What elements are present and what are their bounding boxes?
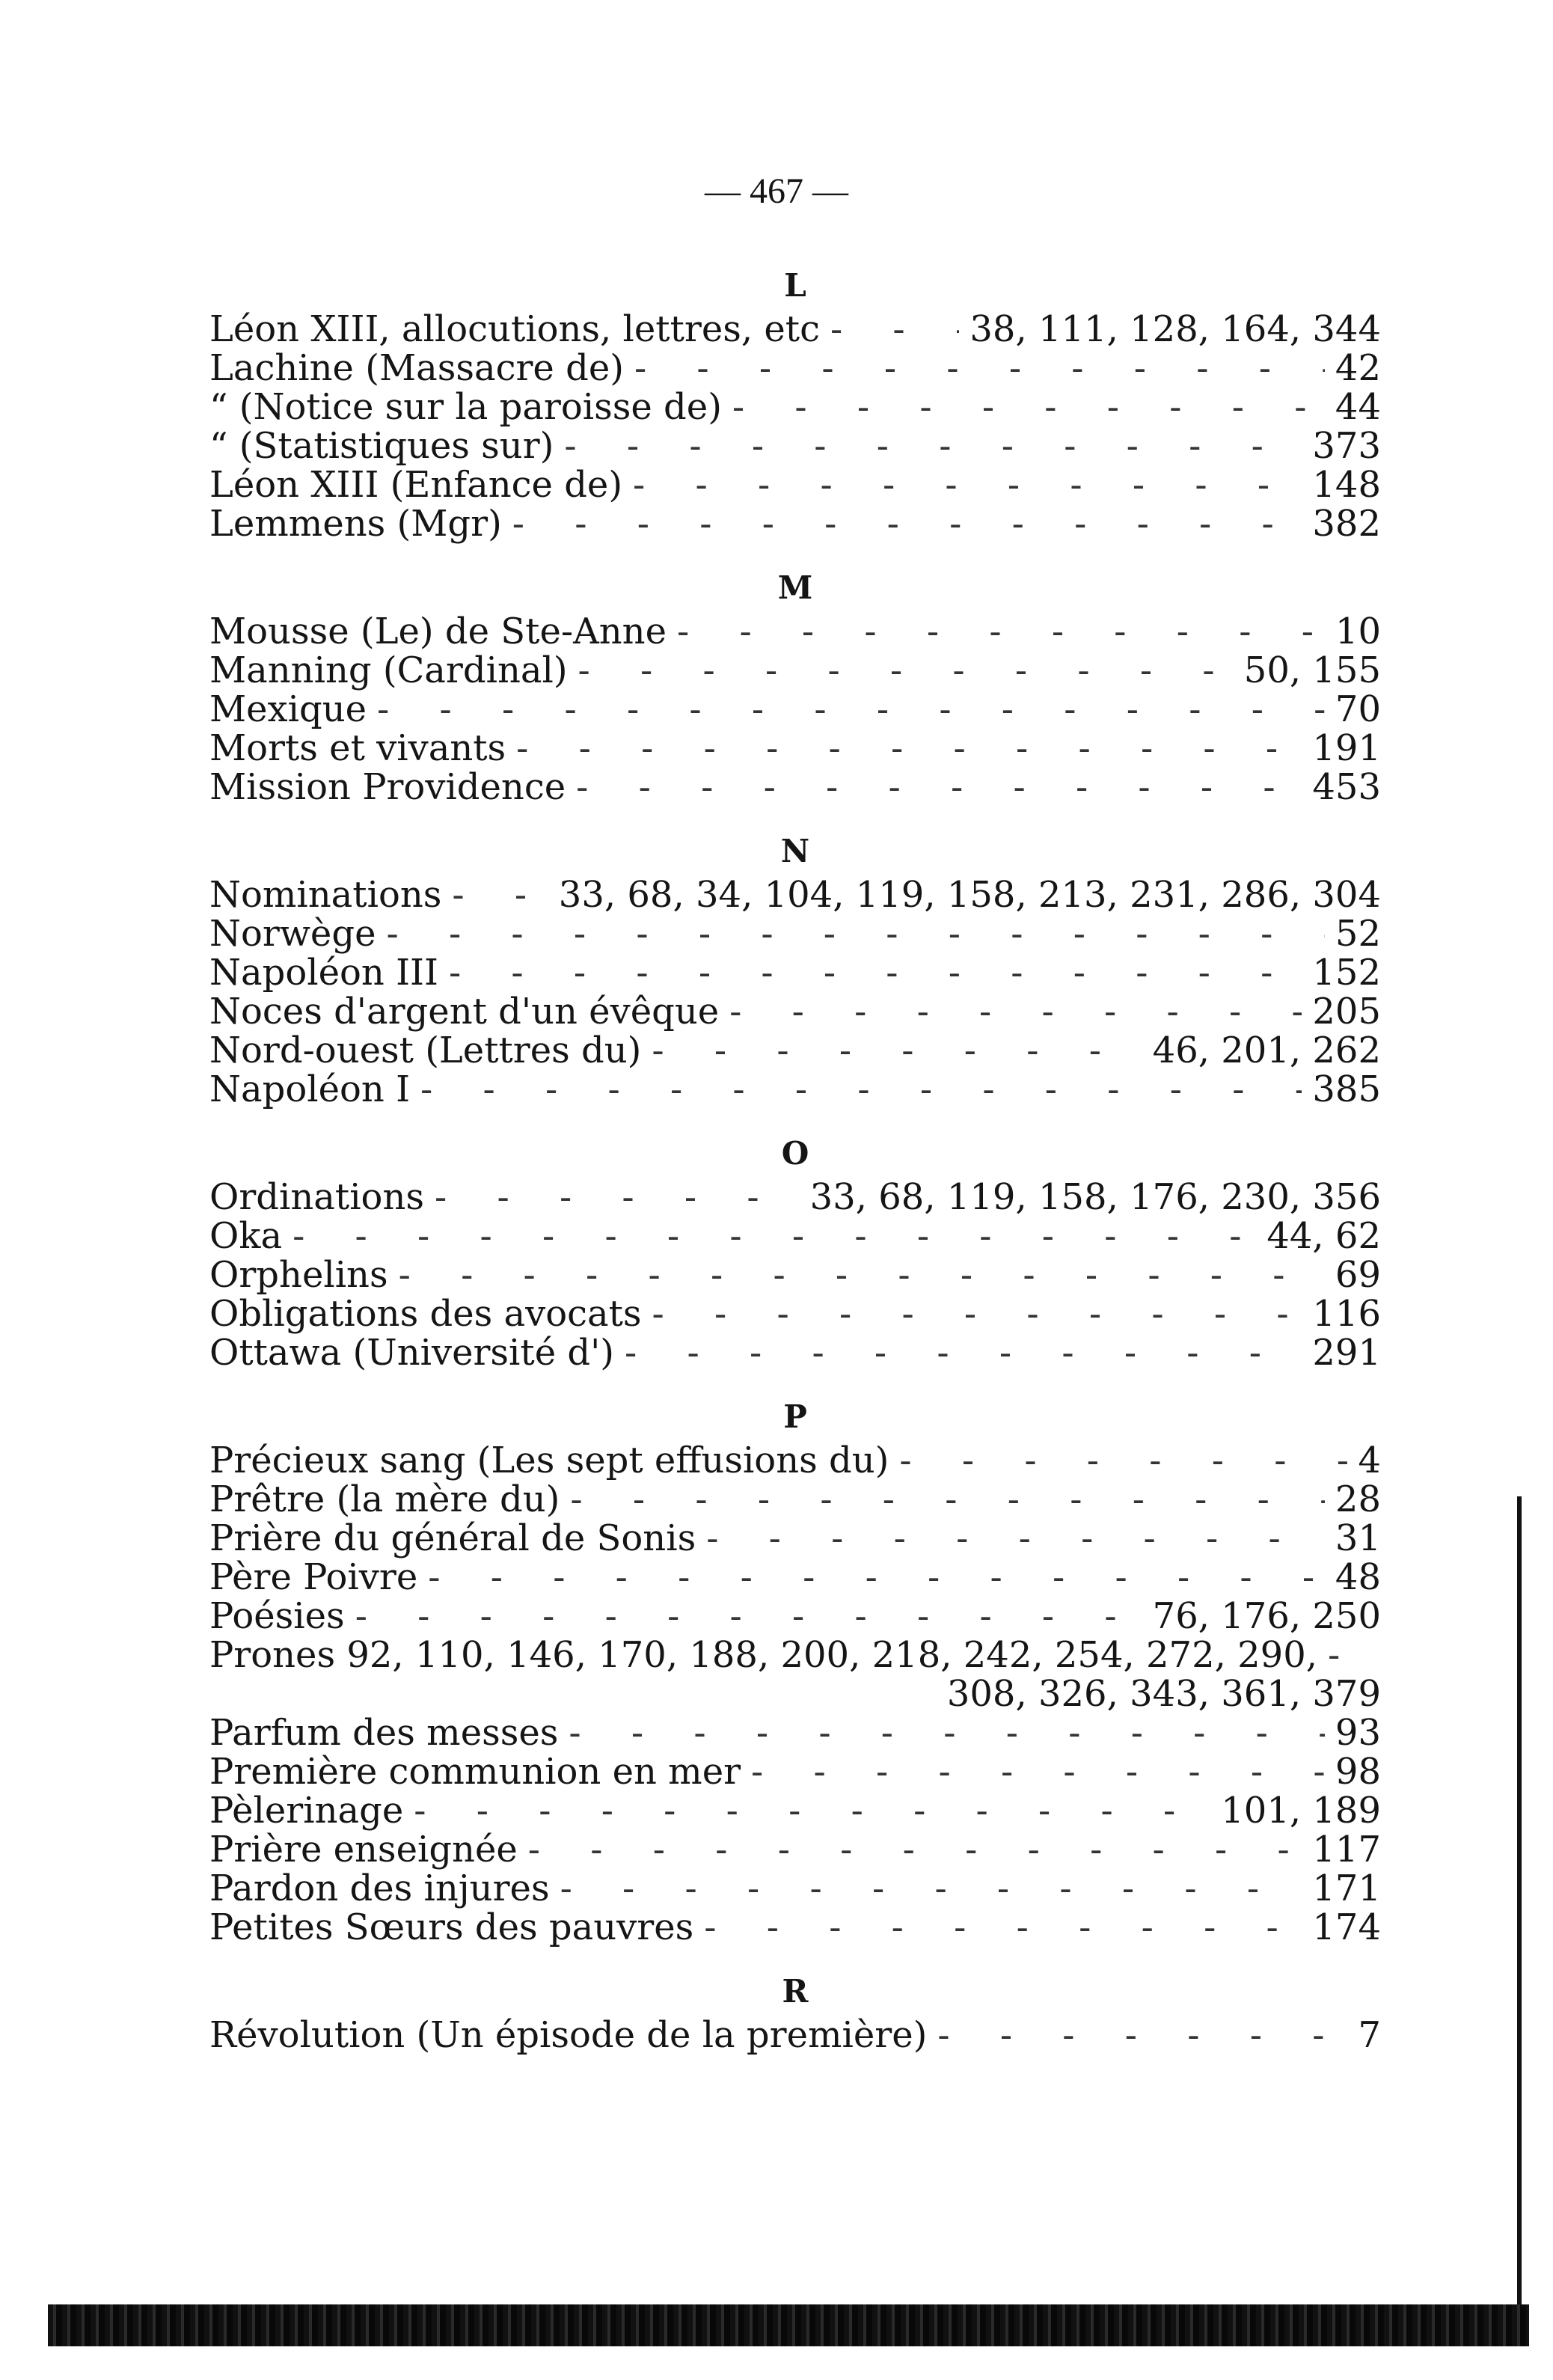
- dot-leader: [512, 504, 1302, 543]
- entry-title: Nominations: [209, 874, 442, 916]
- index-entry: [209, 1255, 1381, 1294]
- entry-pages: 382: [1312, 503, 1381, 545]
- entry-title: Pèlerinage: [209, 1790, 404, 1832]
- dot-leader: [704, 1908, 1302, 1947]
- entry-pages: 31: [1335, 1517, 1381, 1559]
- entry-pages: 98: [1335, 1751, 1381, 1793]
- dot-leader: [569, 1713, 1325, 1752]
- dot-leader: [625, 1333, 1302, 1372]
- entry-pages: 453: [1312, 766, 1381, 808]
- index-entry: [209, 1752, 1381, 1791]
- dot-leader: [706, 1519, 1325, 1558]
- dot-leader: [386, 914, 1324, 953]
- entry-title: Mission Providence: [209, 766, 566, 808]
- section-letter: P: [783, 1398, 807, 1435]
- dot-leader: [516, 729, 1302, 768]
- entry-title: Noces d'argent d'un évêque: [209, 991, 720, 1033]
- dot-leader: [452, 875, 548, 914]
- index-entry: [209, 1217, 1381, 1255]
- entry-title: Napoléon III: [209, 952, 438, 994]
- entry-pages: 70: [1335, 688, 1381, 730]
- entry-title: Prones 92, 110, 146, 170, 188, 200, 218, 242, 254, 272, 290,: [209, 1634, 1318, 1676]
- entry-pages: 93: [1335, 1712, 1381, 1754]
- entry-pages: 291: [1312, 1332, 1381, 1374]
- entry-pages: 148: [1312, 464, 1381, 506]
- index-entry: [209, 1597, 1381, 1636]
- dot-leader: [564, 426, 1302, 465]
- dot-leader: [570, 1480, 1325, 1519]
- entry-title: “ (Notice sur la paroisse de): [209, 386, 722, 428]
- dot-leader: [652, 1031, 1142, 1070]
- entry-title: Pardon des injures: [209, 1867, 550, 1909]
- entry-title: Ordinations: [209, 1176, 424, 1218]
- index-entry: [209, 953, 1381, 992]
- entry-pages: 174: [1312, 1906, 1381, 1948]
- entry-pages: 10: [1335, 611, 1381, 652]
- entry-pages-continuation: 308, 326, 343, 361, 379: [946, 1673, 1381, 1715]
- entry-pages: 373: [1312, 425, 1381, 467]
- entry-title: Ottawa (Université d'): [209, 1332, 615, 1374]
- dot-leader: [634, 349, 1325, 388]
- dot-leader: [652, 1294, 1302, 1333]
- dot-leader: [677, 612, 1325, 651]
- entry-title: Père Poivre: [209, 1556, 418, 1598]
- index-entry: [209, 1333, 1381, 1372]
- section-letter: N: [780, 833, 810, 869]
- index-entry: [209, 651, 1381, 690]
- index-section: [209, 828, 1381, 1109]
- index-entry: [209, 2016, 1381, 2055]
- scan-bottom-edge: [48, 2304, 1529, 2346]
- index-entry: [209, 1636, 1381, 1674]
- entry-title: Nord-ouest (Lettres du): [209, 1030, 642, 1071]
- index-section: [209, 1130, 1381, 1372]
- dot-leader: [560, 1869, 1302, 1908]
- entry-title: Obligations des avocats: [209, 1293, 642, 1335]
- dot-leader: [435, 1178, 800, 1217]
- entry-pages: 42: [1335, 347, 1381, 389]
- entry-pages: 44, 62: [1266, 1215, 1381, 1257]
- entry-title: Orphelins: [209, 1254, 388, 1296]
- entry-title: Morts et vivants: [209, 727, 506, 769]
- entry-pages: 385: [1312, 1068, 1381, 1110]
- dot-leader: [420, 1070, 1302, 1109]
- index-entry: [209, 729, 1381, 768]
- index-entry: [209, 1558, 1381, 1597]
- entry-pages: 205: [1312, 991, 1381, 1033]
- dot-leader: [633, 465, 1302, 504]
- dot-leader: [576, 768, 1302, 807]
- dot-leader: [292, 1217, 1256, 1255]
- entry-pages: 46, 201, 262: [1152, 1030, 1381, 1071]
- entry-title: Précieux sang (Les sept effusions du): [209, 1440, 889, 1481]
- page-edge-shadow: [1517, 1496, 1522, 2312]
- entry-title: Petites Sœurs des pauvres: [209, 1906, 694, 1948]
- dot-leader: [729, 992, 1302, 1031]
- entry-pages: 191: [1312, 727, 1381, 769]
- entry-pages: 52: [1335, 913, 1381, 955]
- index-entry: [209, 1830, 1381, 1869]
- page-number: — 467 —: [705, 171, 848, 211]
- alphabetical-index: [209, 262, 1381, 2055]
- entry-title: Norwège: [209, 913, 376, 955]
- entry-pages: 152: [1312, 952, 1381, 994]
- entry-pages: 38, 111, 128, 164, 344: [970, 308, 1381, 350]
- entry-pages: 117: [1312, 1829, 1381, 1870]
- index-entry: [209, 1441, 1381, 1480]
- entry-title: “ (Statistiques sur): [209, 425, 554, 467]
- entry-title: Manning (Cardinal): [209, 649, 568, 691]
- index-entry: [209, 768, 1381, 807]
- index-entry: [209, 690, 1381, 729]
- entry-title: Léon XIII, allocutions, lettres, etc: [209, 308, 820, 350]
- entry-pages: 171: [1312, 1867, 1381, 1909]
- dot-leader: [1328, 1636, 1370, 1674]
- index-entry: [209, 1791, 1381, 1830]
- dot-leader: [428, 1558, 1325, 1597]
- index-section: [209, 564, 1381, 807]
- entry-pages: 4: [1358, 1440, 1381, 1481]
- index-entry: [209, 1713, 1381, 1752]
- entry-pages: 33, 68, 119, 158, 176, 230, 356: [809, 1176, 1381, 1218]
- dot-leader: [899, 1441, 1347, 1480]
- section-letter: L: [784, 267, 806, 304]
- index-entry: [209, 1869, 1381, 1908]
- entry-title: Prière du général de Sonis: [209, 1517, 696, 1559]
- dot-leader: [355, 1597, 1142, 1636]
- index-entry: [209, 465, 1381, 504]
- entry-pages: 69: [1335, 1254, 1381, 1296]
- entry-title: Léon XIII (Enfance de): [209, 464, 623, 506]
- index-section: [209, 1393, 1381, 1947]
- section-letter: R: [782, 1973, 809, 2010]
- entry-title: Oka: [209, 1215, 283, 1257]
- index-entry: [209, 504, 1381, 543]
- index-entry: [209, 349, 1381, 388]
- index-entry: [209, 992, 1381, 1031]
- entry-title: Lachine (Massacre de): [209, 347, 624, 389]
- entry-title: Mousse (Le) de Ste-Anne: [209, 611, 667, 652]
- index-entry: [209, 426, 1381, 465]
- dot-leader: [528, 1830, 1302, 1869]
- entry-pages: 28: [1335, 1478, 1381, 1520]
- index-section: [209, 262, 1381, 543]
- entry-pages: 33, 68, 34, 104, 119, 158, 213, 231, 286, 304: [558, 874, 1381, 916]
- index-entry: [209, 1031, 1381, 1070]
- index-entry: [209, 914, 1381, 953]
- entry-pages: 116: [1312, 1293, 1381, 1335]
- entry-pages: 101, 189: [1221, 1790, 1381, 1832]
- entry-pages: 44: [1335, 386, 1381, 428]
- index-entry: [209, 1070, 1381, 1109]
- entry-title: Mexique: [209, 688, 367, 730]
- entry-title: Prêtre (la mère du): [209, 1478, 560, 1520]
- entry-pages: 50, 155: [1243, 649, 1381, 691]
- entry-pages: 48: [1335, 1556, 1381, 1598]
- entry-title: Parfum des messes: [209, 1712, 559, 1754]
- entry-title: Poésies: [209, 1595, 345, 1637]
- section-letter: M: [777, 569, 813, 606]
- dot-leader: [830, 310, 959, 349]
- index-section: [209, 1968, 1381, 2055]
- entry-title: Napoléon I: [209, 1068, 411, 1110]
- dot-leader: [751, 1752, 1325, 1791]
- dot-leader: [578, 651, 1234, 690]
- index-entry: [209, 1178, 1381, 1217]
- index-entry: [209, 310, 1381, 349]
- index-entry: [209, 1519, 1381, 1558]
- entry-title: Lemmens (Mgr): [209, 503, 502, 545]
- entry-pages: 7: [1358, 2014, 1381, 2056]
- entry-title: Révolution (Un épisode de la première): [209, 2014, 928, 2056]
- index-entry: [209, 1480, 1381, 1519]
- dot-leader: [732, 388, 1325, 426]
- dot-leader: [449, 953, 1302, 992]
- index-entry: [209, 1294, 1381, 1333]
- dot-leader: [377, 690, 1325, 729]
- index-entry: [209, 388, 1381, 426]
- dot-leader: [414, 1791, 1210, 1830]
- entry-pages: 76, 176, 250: [1152, 1595, 1381, 1637]
- index-entry: [209, 612, 1381, 651]
- section-letter: O: [781, 1135, 809, 1172]
- index-entry: [209, 875, 1381, 914]
- entry-title: Prière enseignée: [209, 1829, 518, 1870]
- entry-title: Première communion en mer: [209, 1751, 741, 1793]
- dot-leader: [399, 1255, 1325, 1294]
- dot-leader: [937, 2016, 1347, 2055]
- index-entry: [209, 1908, 1381, 1947]
